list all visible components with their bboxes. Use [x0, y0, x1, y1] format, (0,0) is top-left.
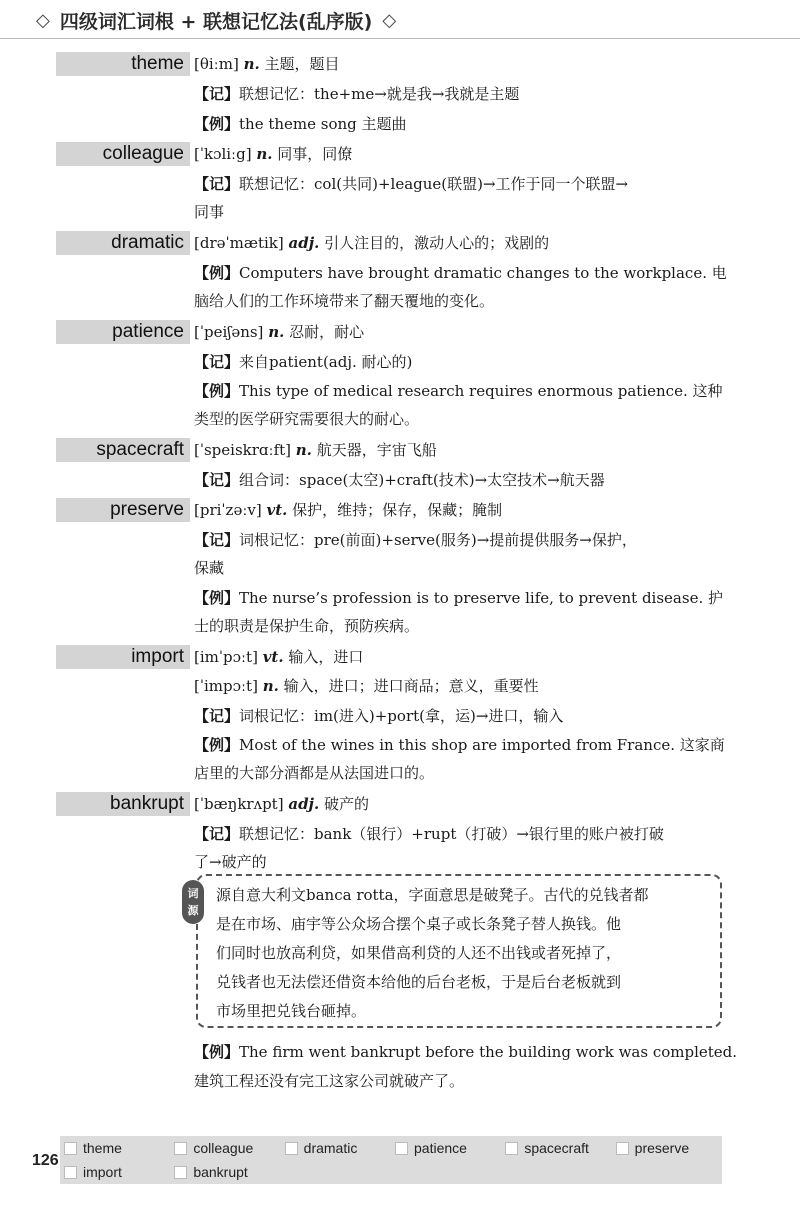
entry-memory-line: 【记】联想记忆：the+me→就是我→我就是主题 [194, 85, 520, 103]
entry-memory-line: 【记】词根记忆：im(进入)+port(拿，运)→进口，输入 [194, 707, 564, 725]
entry-continuation-line: 店里的大部分酒都是从法国进口的。 [194, 764, 435, 782]
entry-continuation-line: 了→破产的 [194, 853, 267, 871]
entry-example-line: 【例】The nurse’s profession is to preserve life, to prevent disease. 护 [194, 589, 723, 607]
page-header-title: 四级词汇词根 + 联想记忆法(乱序版) [59, 10, 373, 33]
entry-continuation-line: 类型的医学研究需要很大的耐心。 [194, 410, 420, 428]
entry-headword-spacecraft: spacecraft [56, 438, 190, 462]
checkbox[interactable] [174, 1166, 187, 1179]
checkbox[interactable] [505, 1142, 518, 1155]
entry-pron-line: [priˈzəːv] vt. 保护，维持；保存，保藏；腌制 [194, 501, 503, 519]
entry-pron-line: [ˈspeiskrɑːft] n. 航天器，宇宙飞船 [194, 441, 437, 459]
entry-headword-preserve: preserve [56, 498, 190, 522]
review-empty-cell [612, 1160, 722, 1184]
checkbox[interactable] [395, 1142, 408, 1155]
checkbox[interactable] [616, 1142, 629, 1155]
entry-pron-line: [θiːm] n. 主题，题目 [194, 55, 340, 73]
review-item[interactable]: dramatic [281, 1136, 391, 1160]
checkbox[interactable] [174, 1142, 187, 1155]
entry-pron-line: [ˈimpɔːt] n. 输入，进口；进口商品；意义，重要性 [194, 677, 539, 695]
entry-headword-import: import [56, 645, 190, 669]
review-item[interactable]: import [60, 1160, 170, 1184]
entry-headword-bankrupt: bankrupt [56, 792, 190, 816]
entry-example-line: 【例】Computers have brought dramatic changes to the workplace. 电 [194, 264, 727, 282]
entry-continuation-line: 脑给人们的工作环境带来了翻天覆地的变化。 [194, 292, 495, 310]
entry-continuation-line: 保藏 [194, 559, 225, 577]
checkbox[interactable] [285, 1142, 298, 1155]
review-item[interactable]: theme [60, 1136, 170, 1160]
review-item[interactable]: patience [391, 1136, 501, 1160]
etymology-line: 是在市场、庙宇等公众场合摆个桌子或长条凳子替人换钱。他 [216, 915, 622, 933]
entry-memory-line: 【记】来自patient(adj. 耐心的) [194, 353, 413, 371]
etymology-badge-top: 词 [187, 887, 199, 900]
entry-memory-line: 【记】词根记忆：pre(前面)+serve(服务)→提前提供服务→保护， [194, 531, 637, 549]
entry-continuation-line: 建筑工程还没有完工这家公司就破产了。 [194, 1072, 465, 1090]
etymology-line: 市场里把兑钱台砸掉。 [216, 1002, 367, 1020]
entry-pron-line: [ˈbæŋkrʌpt] adj. 破产的 [194, 795, 369, 813]
entry-example-line: 【例】Most of the wines in this shop are imported from France. 这家商 [194, 736, 725, 754]
etymology-badge-bottom: 源 [187, 904, 199, 917]
entry-memory-line: 【记】联想记忆：col(共同)+league(联盟)→工作于同一个联盟→ [194, 175, 629, 193]
review-empty-cell [391, 1160, 501, 1184]
entry-headword-patience: patience [56, 320, 190, 344]
etymology-line: 们同时也放高利贷，如果借高利贷的人还不出钱或者死掉了， [216, 944, 622, 962]
entry-headword-theme: theme [56, 52, 190, 76]
review-item[interactable]: colleague [170, 1136, 280, 1160]
review-item[interactable]: bankrupt [170, 1160, 280, 1184]
etymology-line: 兑钱者也无法偿还借资本给他的后台老板，于是后台老板就到 [216, 973, 622, 991]
etymology-badge [182, 880, 204, 924]
entry-memory-line: 【记】组合词：space(太空)+craft(技术)→太空技术→航天器 [194, 471, 605, 489]
page-number: 126 [32, 1152, 59, 1169]
diamond-ornament-icon: ◇ [36, 9, 50, 31]
entry-pron-line: [ˈpeiʃəns] n. 忍耐，耐心 [194, 323, 365, 341]
checkbox[interactable] [64, 1142, 77, 1155]
review-empty-cell [501, 1160, 611, 1184]
entry-headword-colleague: colleague [56, 142, 190, 166]
entry-example-line: 【例】The firm went bankrupt before the building work was completed. [194, 1043, 738, 1061]
entry-continuation-line: 同事 [194, 203, 225, 221]
diamond-ornament-icon: ◇ [382, 9, 397, 31]
header-divider [0, 38, 800, 39]
entry-memory-line: 【记】联想记忆：bank（银行）+rupt（打破）→银行里的账户被打破 [194, 825, 664, 843]
review-empty-cell [281, 1160, 391, 1184]
entry-continuation-line: 士的职责是保护生命，预防疾病。 [194, 617, 420, 635]
review-item[interactable]: spacecraft [501, 1136, 611, 1160]
entry-headword-dramatic: dramatic [56, 231, 190, 255]
entry-example-line: 【例】This type of medical research requires enormous patience. 这种 [194, 382, 723, 400]
review-item[interactable]: preserve [612, 1136, 722, 1160]
checkbox[interactable] [64, 1166, 77, 1179]
entry-pron-line: [ˈkɔliːg] n. 同事，同僚 [194, 145, 353, 163]
entry-pron-line: [drəˈmætik] adj. 引人注目的，激动人心的；戏剧的 [194, 234, 550, 252]
review-checklist [60, 1136, 722, 1184]
page-header [36, 6, 396, 34]
etymology-line: 源自意大利文banca rotta，字面意思是破凳子。古代的兑钱者都 [216, 886, 649, 904]
entry-pron-line: [imˈpɔːt] vt. 输入，进口 [194, 648, 364, 666]
entry-example-line: 【例】the theme song 主题曲 [194, 115, 407, 133]
